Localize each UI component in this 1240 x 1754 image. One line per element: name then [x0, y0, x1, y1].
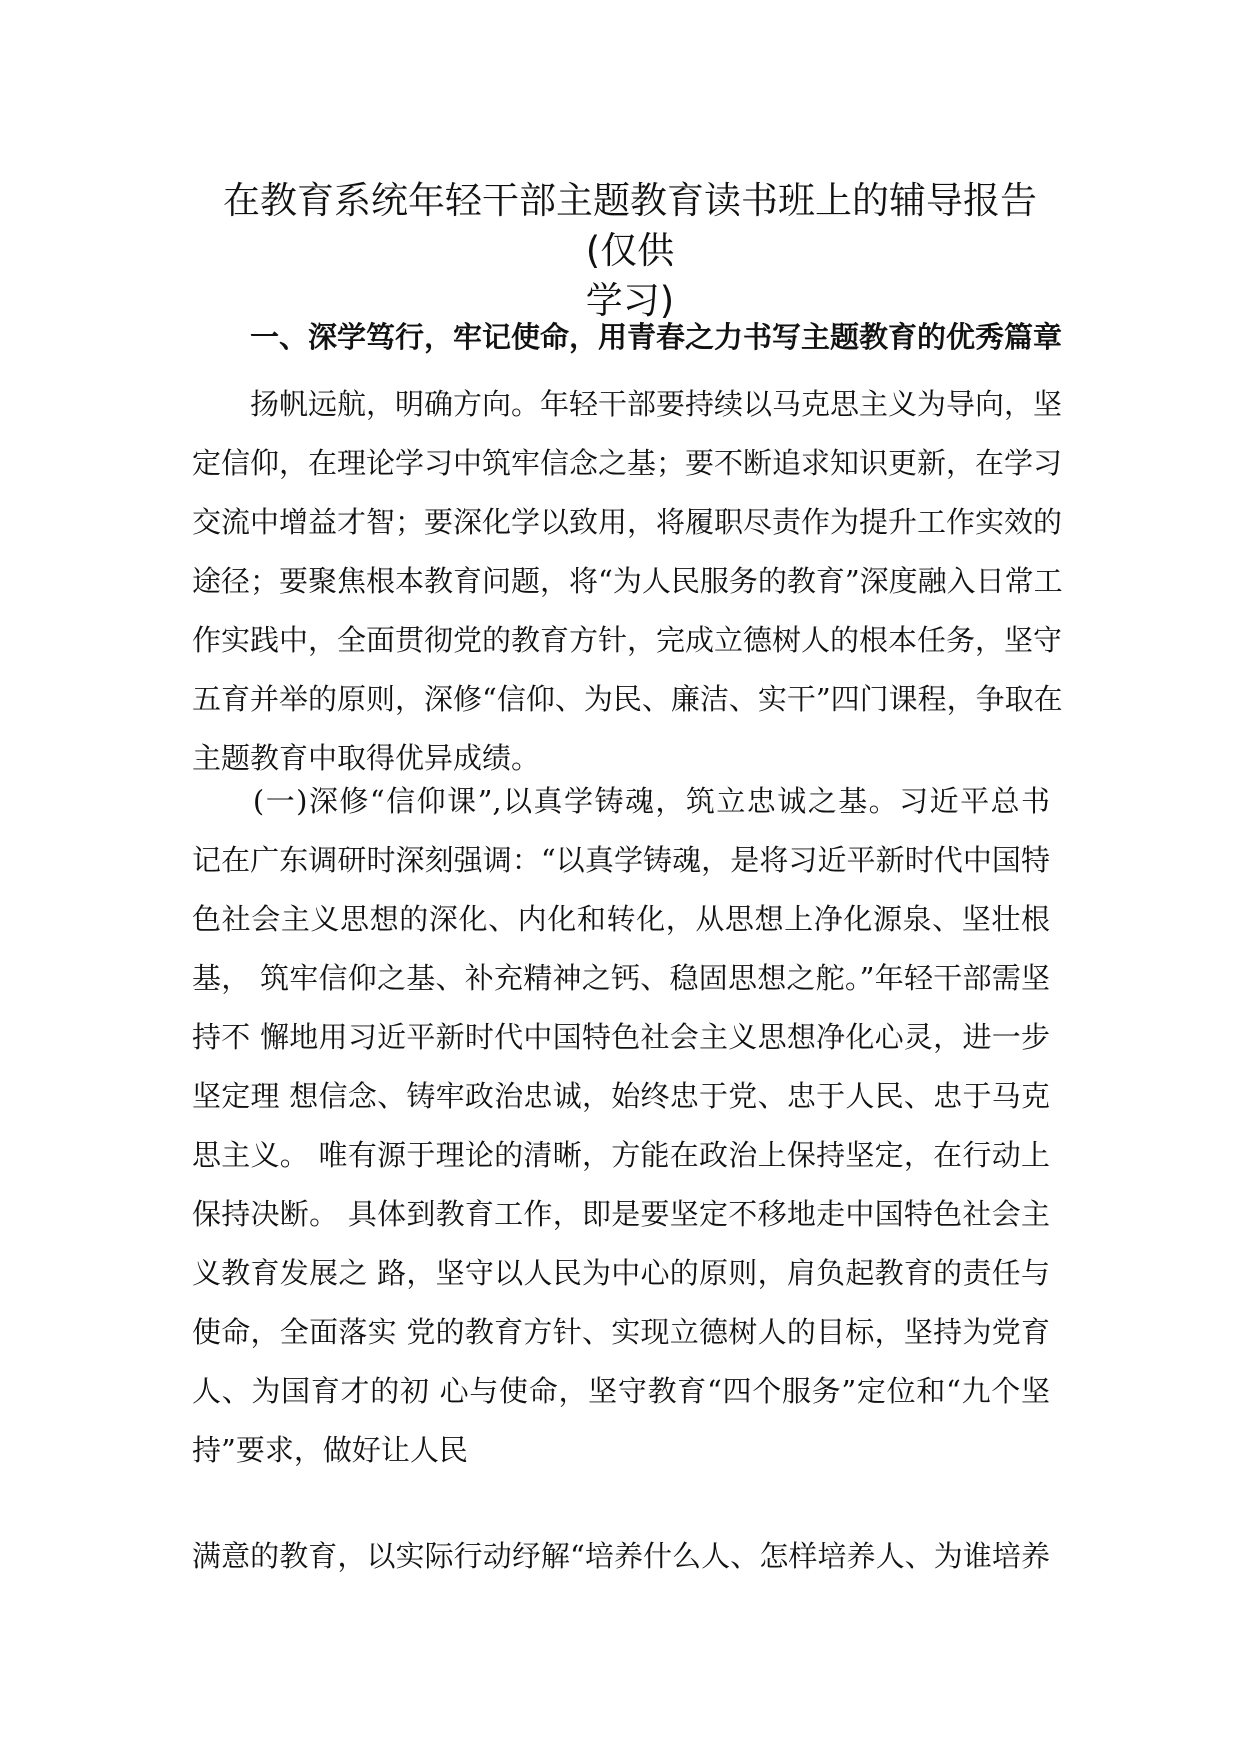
paragraph-line: 交流中增益才智；要深化学以致用，将履职尽责作为提升工作实效的	[192, 505, 1063, 539]
paragraph-line: 坚定理 想信念、铸牢政治忠诚，始终忠于党、忠于人民、忠于马克	[192, 1079, 1050, 1113]
paragraph-line: 色社会主义思想的深化、内化和转化，从思想上净化源泉、坚壮根	[192, 902, 1050, 936]
paragraph-continuation: 满意的教育，以实际行动纾解“培养什么人、怎样培养人、为谁培养	[192, 1539, 1050, 1573]
paragraph-line: 主题教育中取得优异成绩。	[192, 741, 541, 775]
paragraph-line: 义教育发展之 路，坚守以人民为中心的原则，肩负起教育的责任与	[192, 1256, 1050, 1290]
paragraph-line: 持不 懈地用习近平新时代中国特色社会主义思想净化心灵，进一步	[192, 1020, 1050, 1054]
paragraph-line: 持”要求，做好让人民	[192, 1433, 468, 1467]
paragraph-line: 思主义。 唯有源于理论的清晰，方能在政治上保持坚定，在行动上	[192, 1138, 1050, 1172]
title-line-2: 学习)	[585, 279, 675, 322]
paragraph-line: 五育并举的原则，深修“信仰、为民、廉洁、实干”四门课程，争取在	[192, 682, 1063, 716]
paragraph-faith-course	[192, 772, 1050, 1480]
paragraph-line: 保持决断。 具体到教育工作，即是要坚定不移地走中国特色社会主	[192, 1197, 1050, 1231]
paragraph-line: 使命，全面落实 党的教育方针、实现立德树人的目标，坚持为党育	[192, 1315, 1050, 1349]
paragraph-line: (一)深修“信仰课”,以真学铸魂，筑立忠诚之基。习近平总书	[192, 784, 1050, 818]
paragraph-line: 人、为国育才的初 心与使命，坚守教育“四个服务”定位和“九个坚	[192, 1374, 1050, 1408]
paragraph-line: 基， 筑牢信仰之基、补充精神之钙、稳固思想之舵。”年轻干部需坚	[192, 961, 1050, 995]
document-title	[220, 176, 1040, 326]
paragraph-line: 扬帆远航，明确方向。年轻干部要持续以马克思主义为导向，坚	[192, 387, 1063, 421]
section-heading: 一、深学笃行，牢记使命，用青春之力书写主题教育的优秀篇章	[250, 320, 1063, 354]
paragraph-line: 记在广东调研时深刻强调：“以真学铸魂，是将习近平新时代中国特	[192, 843, 1050, 877]
title-line-1: 在教育系统年轻干部主题教育读书班上的辅导报告(仅供	[223, 179, 1037, 272]
paragraph-intro	[192, 375, 1063, 788]
paragraph-line: 定信仰，在理论学习中筑牢信念之基；要不断追求知识更新，在学习	[192, 446, 1063, 480]
paragraph-line: 途径；要聚焦根本教育问题，将“为人民服务的教育”深度融入日常工	[192, 564, 1063, 598]
paragraph-line: 作实践中，全面贯彻党的教育方针，完成立德树人的根本任务，坚守	[192, 623, 1063, 657]
